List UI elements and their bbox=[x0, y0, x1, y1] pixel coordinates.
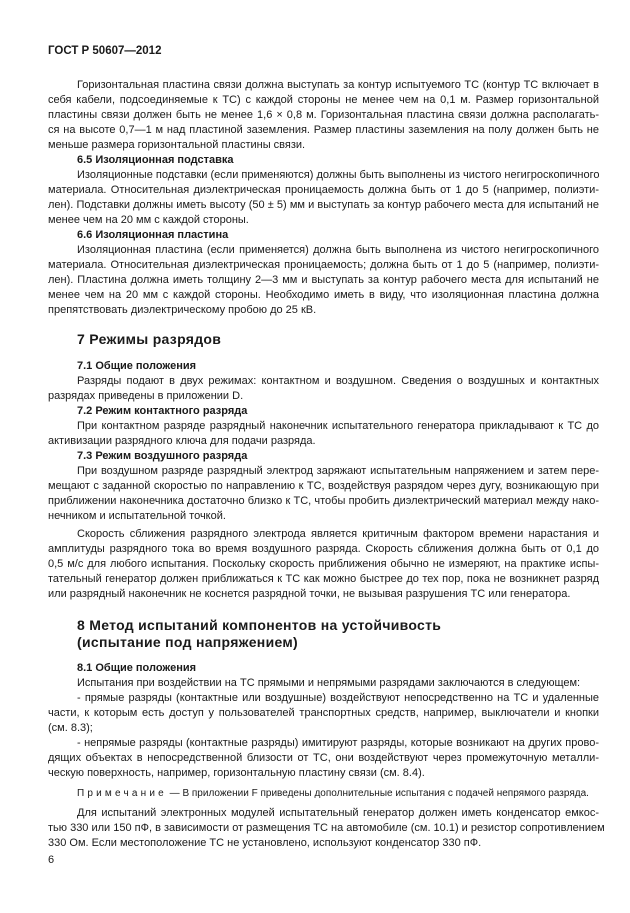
paragraph-line: Скорость сближения разрядного электрода является критичным фактором времени нарастания и bbox=[77, 528, 599, 540]
paragraph-line: нечником и испытательной точкой. bbox=[48, 510, 226, 522]
note-text: — В приложении F приведены дополнительные испытания с подачей непрямого разряда. bbox=[166, 788, 589, 799]
paragraph-line: Изоляционные подставки (если применяются) должны быть выполнены из чистого негигроскопичного bbox=[77, 169, 600, 181]
paragraph-line: (см. 8.3); bbox=[48, 722, 93, 734]
paragraph bbox=[48, 806, 605, 851]
paragraph-line: 330 Ом. Если местоположение ТС не установлено, используют конденсатор 330 пФ. bbox=[48, 837, 482, 849]
section-heading-line: 7 Режимы разрядов bbox=[77, 331, 222, 347]
paragraph bbox=[48, 527, 599, 602]
paragraph-line: - непрямые разряды (контактные разряды) имитируют разряды, которые возникают на других прово- bbox=[77, 737, 599, 749]
paragraph-line: Испытания при воздействии на ТС прямыми и непрямыми разрядами заключаются в следующем: bbox=[77, 677, 581, 689]
paragraph-line: менее чем на 20 мм с каждой стороны. Необходимо иметь в виду, что изоляционная пластина должна bbox=[48, 289, 599, 301]
paragraph-line: Для испытаний электронных модулей испытательный генератор должен иметь конденсатор емкос- bbox=[77, 807, 599, 819]
paragraph-line: активизации разрядного ключа для подачи разряда. bbox=[48, 435, 316, 447]
paragraph-line: мещают с заданной скоростью по направлению к ТС, воздействуя разрядом через дугу, возникающую при bbox=[48, 480, 599, 492]
note bbox=[48, 786, 599, 801]
note-label: Примечание bbox=[77, 788, 167, 799]
paragraph bbox=[48, 691, 599, 736]
paragraph-line: дящих объектах в непосредственной близости от ТС, они воздействуют через промежуточную металли- bbox=[48, 752, 599, 764]
paragraph-line: меньше размера горизонтальной пластины связи. bbox=[48, 139, 306, 151]
paragraph bbox=[48, 168, 599, 228]
paragraph-line: Разряды подают в двух режимах: контактном и воздушном. Сведения о воздушных и контактных bbox=[77, 375, 599, 387]
paragraph-line: пластины связи должен быть не менее 1,6 × 0,8 м. Горизонтальная пластина связи должна располагать- bbox=[48, 109, 599, 121]
section-heading-line: 8 Метод испытаний компонентов на устойчивость bbox=[77, 617, 442, 633]
page-number: 6 bbox=[48, 854, 55, 866]
running-header: ГОСТ Р 50607—2012 bbox=[48, 45, 162, 57]
paragraph-line: ческую поверхность, например, горизонтальную пластину связи (см. 8.4). bbox=[48, 767, 425, 779]
paragraph-line: При контактном разряде разрядный наконечник испытательного генератора прикладывают к ТС до bbox=[77, 420, 599, 432]
paragraph bbox=[48, 243, 599, 318]
paragraph-line: разрядах приведены в приложении D. bbox=[48, 390, 244, 402]
document-body bbox=[48, 78, 605, 851]
paragraph-line: лен). Подставки должны иметь высоту (50 ± 5) мм и выступать за контур рабочего места для испытаний не bbox=[48, 199, 599, 211]
subsection-heading: 6.6 Изоляционная пластина bbox=[77, 229, 229, 241]
paragraph bbox=[48, 419, 599, 449]
paragraph-line: тательный генератор должен приближаться к ТС как можно быстрее до тех пор, пока не возникнет разряд bbox=[48, 573, 599, 585]
paragraph-line: части, к которым есть доступ у пользователей транспортных средств, например, выключатели и кнопки bbox=[48, 707, 599, 719]
subsection-heading: 7.1 Общие положения bbox=[77, 360, 197, 372]
subsection-heading: 8.1 Общие положения bbox=[77, 662, 197, 674]
subsection-heading: 7.3 Режим воздушного разряда bbox=[77, 450, 248, 462]
paragraph-line: приближении наконечника достаточно близко к ТС, чтобы пробить диэлектрический материал между нако- bbox=[48, 495, 599, 507]
paragraph bbox=[48, 374, 599, 404]
document-page bbox=[48, 44, 605, 868]
paragraph-line: Изоляционная пластина (если применяется) должна быть выполнена из чистого негигроскопичного bbox=[77, 244, 599, 256]
paragraph-line: Горизонтальная пластина связи должна выступать за контур испытуемого ТС (контур ТС включает в bbox=[77, 79, 599, 91]
paragraph-line: тью 330 или 150 пФ, в зависимости от размещения ТС на автомобиле (см. 10.1) и резистор сопротивлением bbox=[48, 822, 605, 834]
paragraph bbox=[48, 676, 599, 691]
paragraph-line: себя кабели, подсоединяемые к ТС) с каждой стороны не менее чем на 0,1 м. Размер горизонтальной bbox=[48, 94, 599, 106]
section-heading bbox=[48, 617, 599, 651]
paragraph-line: амплитуды разрядного тока во время воздушного разряда. Скорость сближения должна быть от 0,1 до bbox=[48, 543, 599, 555]
subsection-heading: 7.2 Режим контактного разряда bbox=[77, 405, 248, 417]
paragraph-line: 0,5 м/с для любого испытания. Поскольку скорость приближения обычно не измеряют, на практике испы- bbox=[48, 558, 599, 570]
paragraph bbox=[48, 78, 599, 153]
paragraph-line: или разрядный наконечник не коснется разрядной точки, не вызывая разрушения ТС или генератора. bbox=[48, 588, 571, 600]
paragraph-line: менее чем на 20 мм с каждой стороны. bbox=[48, 214, 249, 226]
section-heading bbox=[48, 331, 599, 348]
subsection-heading: 6.5 Изоляционная подставка bbox=[77, 154, 234, 166]
paragraph bbox=[48, 464, 599, 524]
paragraph-line: При воздушном разряде разрядный электрод заряжают испытательным напряжением и затем пере- bbox=[77, 465, 599, 477]
paragraph-line: препятствовать диэлектрическому пробою до 25 кВ. bbox=[48, 304, 317, 316]
paragraph-line: лен). Пластина должна иметь толщину 2—3 мм и выступать за контур рабочего места для испытаний не bbox=[48, 274, 599, 286]
paragraph-line: материала. Относительная диэлектрическая проницаемость должна быть от 1 до 5 (например, полиэти- bbox=[48, 184, 599, 196]
paragraph-line: материала. Относительная диэлектрическая проницаемость; должна быть от 1 до 5 (например, полиэти- bbox=[48, 259, 599, 271]
paragraph-line: - прямые разряды (контактные или воздушные) воздействуют непосредственно на ТС и удаленные bbox=[77, 692, 599, 704]
paragraph-line: ся на высоте 0,7—1 м над пластиной заземления. Размер пластины заземления на полу должен быть не bbox=[48, 124, 599, 136]
section-heading-line: (испытание под напряжением) bbox=[77, 634, 298, 650]
paragraph bbox=[48, 736, 599, 781]
